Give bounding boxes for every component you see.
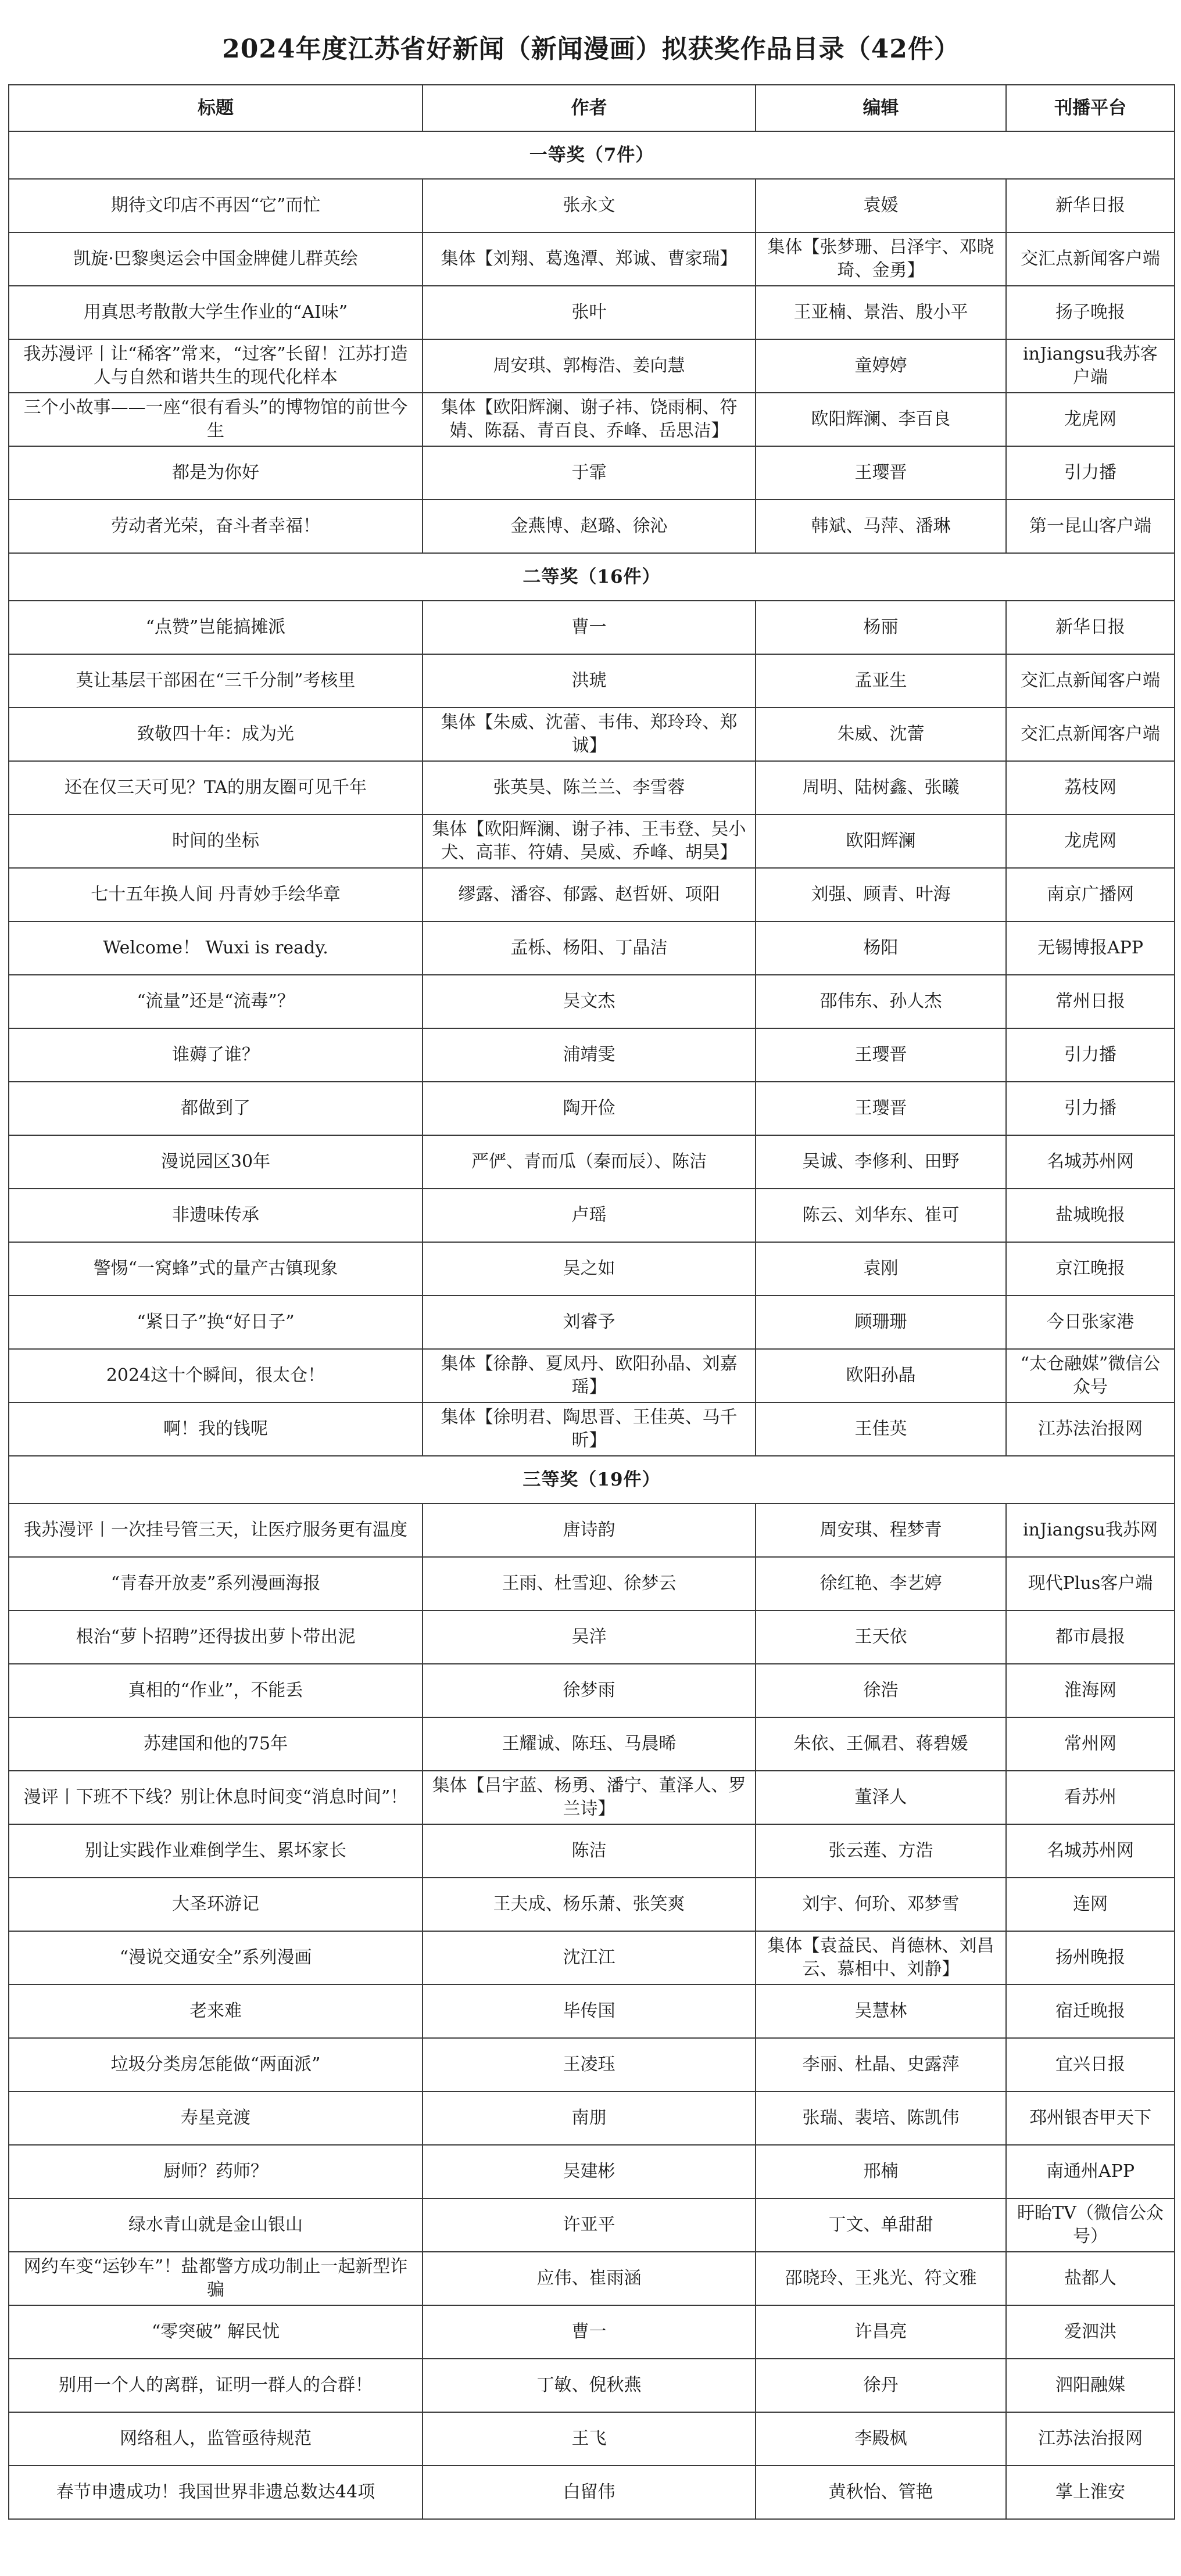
cell-editor: 集体【袁益民、肖德林、刘昌云、慕相中、刘静】 xyxy=(756,1931,1006,1985)
cell-editor: 朱依、王佩君、蒋碧媛 xyxy=(756,1717,1006,1771)
table-row xyxy=(9,975,1175,1028)
cell-author: 吴建彬 xyxy=(423,2145,756,2198)
cell-title: 2024这十个瞬间，很太仓！ xyxy=(9,1349,423,1402)
cell-platform: 盱眙TV（微信公众号） xyxy=(1006,2198,1175,2252)
cell-editor: 杨阳 xyxy=(756,921,1006,975)
section-heading: 三等奖（19件） xyxy=(9,1456,1175,1504)
cell-editor: 丁文、单甜甜 xyxy=(756,2198,1006,2252)
cell-title: 三个小故事——一座“很有看头”的博物馆的前世今生 xyxy=(9,393,423,446)
cell-author: 曹一 xyxy=(423,601,756,654)
table-row xyxy=(9,708,1175,761)
cell-author: 集体【欧阳辉澜、谢子祎、饶雨桐、符婧、陈磊、青百良、乔峰、岳思洁】 xyxy=(423,393,756,446)
table-row xyxy=(9,1610,1175,1664)
cell-platform: 掌上淮安 xyxy=(1006,2466,1175,2519)
cell-editor: 刘宇、何玠、邓梦雪 xyxy=(756,1878,1006,1931)
table-row xyxy=(9,601,1175,654)
cell-platform: 引力播 xyxy=(1006,1082,1175,1135)
cell-author: 张永文 xyxy=(423,179,756,232)
table-row xyxy=(9,339,1175,393)
table-row xyxy=(9,500,1175,553)
cell-title: 非遗味传承 xyxy=(9,1189,423,1242)
cell-author: 王雨、杜雪迎、徐梦云 xyxy=(423,1557,756,1610)
cell-author: 许亚平 xyxy=(423,2198,756,2252)
cell-title: 我苏漫评丨一次挂号管三天，让医疗服务更有温度 xyxy=(9,1504,423,1557)
cell-author: 张英昊、陈兰兰、李雪蓉 xyxy=(423,761,756,815)
table-row xyxy=(9,921,1175,975)
cell-platform: 龙虎网 xyxy=(1006,393,1175,446)
cell-platform: 泗阳融媒 xyxy=(1006,2359,1175,2412)
cell-platform: 盐都人 xyxy=(1006,2252,1175,2305)
cell-title: “青春开放麦”系列漫画海报 xyxy=(9,1557,423,1610)
cell-platform: 邳州银杏甲天下 xyxy=(1006,2091,1175,2145)
cell-editor: 集体【张梦珊、吕泽宇、邓晓琦、金勇】 xyxy=(756,232,1006,286)
cell-author: 王凌珏 xyxy=(423,2038,756,2091)
cell-title: 用真思考散散大学生作业的“AI味” xyxy=(9,286,423,339)
table-row xyxy=(9,286,1175,339)
table-row xyxy=(9,2466,1175,2519)
cell-title: “流量”还是“流毒”？ xyxy=(9,975,423,1028)
cell-author: 孟栎、杨阳、丁晶洁 xyxy=(423,921,756,975)
cell-title: 真相的“作业”，不能丢 xyxy=(9,1664,423,1717)
cell-editor: 张云莲、方浩 xyxy=(756,1824,1006,1878)
cell-author: 王夫成、杨乐萧、张笑爽 xyxy=(423,1878,756,1931)
cell-platform: 新华日报 xyxy=(1006,601,1175,654)
cell-platform: 都市晨报 xyxy=(1006,1610,1175,1664)
document-title: 2024年度江苏省好新闻（新闻漫画）拟获奖作品目录（42件） xyxy=(222,34,960,64)
cell-editor: 吴慧林 xyxy=(756,1985,1006,2038)
cell-author: 卢瑶 xyxy=(423,1189,756,1242)
cell-author: 集体【徐静、夏凤丹、欧阳孙晶、刘嘉瑶】 xyxy=(423,1349,756,1402)
cell-author: 南朋 xyxy=(423,2091,756,2145)
cell-platform: 扬州晚报 xyxy=(1006,1931,1175,1985)
cell-editor: 许昌亮 xyxy=(756,2305,1006,2359)
cell-editor: 王亚楠、景浩、殷小平 xyxy=(756,286,1006,339)
cell-editor: 王璎晋 xyxy=(756,1028,1006,1082)
cell-editor: 袁刚 xyxy=(756,1242,1006,1296)
cell-editor: 陈云、刘华东、崔可 xyxy=(756,1189,1006,1242)
cell-editor: 韩斌、马萍、潘琳 xyxy=(756,500,1006,553)
cell-title: 垃圾分类房怎能做“两面派” xyxy=(9,2038,423,2091)
table-row xyxy=(9,2038,1175,2091)
cell-author: 曹一 xyxy=(423,2305,756,2359)
cell-platform: 交汇点新闻客户端 xyxy=(1006,654,1175,708)
cell-platform: 淮海网 xyxy=(1006,1664,1175,1717)
cell-title: 时间的坐标 xyxy=(9,815,423,868)
cell-editor: 欧阳孙晶 xyxy=(756,1349,1006,1402)
cell-editor: 李殿枫 xyxy=(756,2412,1006,2466)
cell-platform: 江苏法治报网 xyxy=(1006,2412,1175,2466)
cell-editor: 王天依 xyxy=(756,1610,1006,1664)
table-row xyxy=(9,1349,1175,1402)
cell-title: 七十五年换人间 丹青妙手绘华章 xyxy=(9,868,423,921)
cell-author: 白留伟 xyxy=(423,2466,756,2519)
header-platform: 刊播平台 xyxy=(1006,85,1175,131)
cell-author: 丁敏、倪秋燕 xyxy=(423,2359,756,2412)
cell-editor: 周安琪、程梦青 xyxy=(756,1504,1006,1557)
cell-author: 集体【刘翔、葛逸潭、郑诚、曹家瑞】 xyxy=(423,232,756,286)
cell-author: 唐诗韵 xyxy=(423,1504,756,1557)
cell-platform: 爱泗洪 xyxy=(1006,2305,1175,2359)
cell-author: 周安琪、郭梅浩、姜向慧 xyxy=(423,339,756,393)
cell-editor: 王璎晋 xyxy=(756,1082,1006,1135)
cell-title: Welcome！ Wuxi is ready. xyxy=(9,921,423,975)
table-row xyxy=(9,1296,1175,1349)
table-row xyxy=(9,1664,1175,1717)
cell-author: 集体【吕宇蓝、杨勇、潘宁、董泽人、罗兰诗】 xyxy=(423,1771,756,1824)
cell-editor: 李丽、杜晶、史露萍 xyxy=(756,2038,1006,2091)
cell-author: 毕传国 xyxy=(423,1985,756,2038)
cell-title: 我苏漫评丨让“稀客”常来，“过客”长留！江苏打造人与自然和谐共生的现代化样本 xyxy=(9,339,423,393)
cell-editor: 董泽人 xyxy=(756,1771,1006,1824)
cell-editor: 刘强、顾青、叶海 xyxy=(756,868,1006,921)
cell-title: 莫让基层干部困在“三千分制”考核里 xyxy=(9,654,423,708)
table-row xyxy=(9,868,1175,921)
cell-platform: inJiangsu我苏客户端 xyxy=(1006,339,1175,393)
cell-editor: 孟亚生 xyxy=(756,654,1006,708)
cell-platform: 江苏法治报网 xyxy=(1006,1402,1175,1456)
table-row xyxy=(9,1504,1175,1557)
cell-title: 劳动者光荣，奋斗者幸福！ xyxy=(9,500,423,553)
section-heading: 二等奖（16件） xyxy=(9,553,1175,601)
cell-title: 啊！我的钱呢 xyxy=(9,1402,423,1456)
cell-author: 王飞 xyxy=(423,2412,756,2466)
cell-title: 漫说园区30年 xyxy=(9,1135,423,1189)
cell-platform: 常州日报 xyxy=(1006,975,1175,1028)
table-row xyxy=(9,2305,1175,2359)
section-row xyxy=(9,553,1175,601)
cell-platform: 第一昆山客户端 xyxy=(1006,500,1175,553)
cell-platform: 南京广播网 xyxy=(1006,868,1175,921)
cell-platform: 京江晚报 xyxy=(1006,1242,1175,1296)
cell-editor: 张瑞、裴培、陈凯伟 xyxy=(756,2091,1006,2145)
cell-title: 根治“萝卜招聘”还得拔出萝卜带出泥 xyxy=(9,1610,423,1664)
cell-title: 网络租人，监管亟待规范 xyxy=(9,2412,423,2466)
cell-title: 都是为你好 xyxy=(9,446,423,500)
cell-editor: 袁媛 xyxy=(756,179,1006,232)
table-row xyxy=(9,2359,1175,2412)
header-row xyxy=(9,85,1175,131)
table-row xyxy=(9,1931,1175,1985)
cell-editor: 朱威、沈蕾 xyxy=(756,708,1006,761)
cell-title: “零突破” 解民忧 xyxy=(9,2305,423,2359)
cell-title: “点赞”岂能搞摊派 xyxy=(9,601,423,654)
table-row xyxy=(9,1242,1175,1296)
cell-platform: 现代Plus客户端 xyxy=(1006,1557,1175,1610)
cell-editor: 顾珊珊 xyxy=(756,1296,1006,1349)
cell-platform: 引力播 xyxy=(1006,1028,1175,1082)
cell-title: 凯旋·巴黎奥运会中国金牌健儿群英绘 xyxy=(9,232,423,286)
table-row xyxy=(9,1135,1175,1189)
cell-author: 浦靖雯 xyxy=(423,1028,756,1082)
table-row xyxy=(9,1878,1175,1931)
cell-title: 网约车变“运钞车”！盐都警方成功制止一起新型诈骗 xyxy=(9,2252,423,2305)
header-editor: 编辑 xyxy=(756,85,1006,131)
table-row xyxy=(9,2091,1175,2145)
table-row xyxy=(9,2252,1175,2305)
table-row xyxy=(9,1717,1175,1771)
cell-author: 集体【朱威、沈蕾、韦伟、郑玲玲、郑诚】 xyxy=(423,708,756,761)
table-row xyxy=(9,446,1175,500)
cell-platform: 盐城晚报 xyxy=(1006,1189,1175,1242)
cell-author: 于霏 xyxy=(423,446,756,500)
cell-author: 吴洋 xyxy=(423,1610,756,1664)
cell-title: 厨师？药师？ xyxy=(9,2145,423,2198)
cell-title: 寿星竞渡 xyxy=(9,2091,423,2145)
cell-editor: 邵伟东、孙人杰 xyxy=(756,975,1006,1028)
cell-platform: 引力播 xyxy=(1006,446,1175,500)
cell-author: 集体【徐明君、陶思晋、王佳英、马千昕】 xyxy=(423,1402,756,1456)
table-row xyxy=(9,2412,1175,2466)
cell-author: 缪露、潘容、郁露、赵哲妍、项阳 xyxy=(423,868,756,921)
header-title: 标题 xyxy=(9,85,423,131)
cell-title: 还在仅三天可见？TA的朋友圈可见千年 xyxy=(9,761,423,815)
cell-platform: inJiangsu我苏网 xyxy=(1006,1504,1175,1557)
table-row xyxy=(9,654,1175,708)
cell-platform: 常州网 xyxy=(1006,1717,1175,1771)
table-row xyxy=(9,1824,1175,1878)
cell-title: “漫说交通安全”系列漫画 xyxy=(9,1931,423,1985)
cell-platform: 龙虎网 xyxy=(1006,815,1175,868)
cell-author: 陶开俭 xyxy=(423,1082,756,1135)
cell-platform: 交汇点新闻客户端 xyxy=(1006,232,1175,286)
table-row xyxy=(9,2145,1175,2198)
cell-author: 集体【欧阳辉澜、谢子祎、王韦登、吴小犬、高菲、符婧、吴威、乔峰、胡昊】 xyxy=(423,815,756,868)
cell-author: 沈江江 xyxy=(423,1931,756,1985)
cell-author: 陈洁 xyxy=(423,1824,756,1878)
cell-author: 应伟、崔雨涵 xyxy=(423,2252,756,2305)
header-author: 作者 xyxy=(423,85,756,131)
table-row xyxy=(9,815,1175,868)
cell-title: 谁薅了谁？ xyxy=(9,1028,423,1082)
section-heading: 一等奖（7件） xyxy=(9,131,1175,179)
table-row xyxy=(9,1028,1175,1082)
cell-editor: 邵晓玲、王兆光、符文雅 xyxy=(756,2252,1006,2305)
cell-platform: 看苏州 xyxy=(1006,1771,1175,1824)
cell-author: 刘睿予 xyxy=(423,1296,756,1349)
cell-editor: 王佳英 xyxy=(756,1402,1006,1456)
cell-author: 吴文杰 xyxy=(423,975,756,1028)
table-row xyxy=(9,761,1175,815)
cell-editor: 黄秋怡、管艳 xyxy=(756,2466,1006,2519)
cell-platform: 名城苏州网 xyxy=(1006,1135,1175,1189)
table-row xyxy=(9,1557,1175,1610)
cell-platform: 扬子晚报 xyxy=(1006,286,1175,339)
table-row xyxy=(9,179,1175,232)
cell-editor: 周明、陆树鑫、张曦 xyxy=(756,761,1006,815)
table-row xyxy=(9,1189,1175,1242)
table-row xyxy=(9,1402,1175,1456)
section-row xyxy=(9,131,1175,179)
cell-author: 洪琥 xyxy=(423,654,756,708)
cell-platform: 今日张家港 xyxy=(1006,1296,1175,1349)
section-row xyxy=(9,1456,1175,1504)
table-row xyxy=(9,393,1175,446)
cell-editor: 吴诚、李修利、田野 xyxy=(756,1135,1006,1189)
cell-author: 张叶 xyxy=(423,286,756,339)
cell-platform: 宜兴日报 xyxy=(1006,2038,1175,2091)
cell-title: 春节申遗成功！我国世界非遗总数达44项 xyxy=(9,2466,423,2519)
cell-title: 大圣环游记 xyxy=(9,1878,423,1931)
cell-author: 严俨、青而瓜（秦而辰）、陈洁 xyxy=(423,1135,756,1189)
table-row xyxy=(9,1771,1175,1824)
cell-editor: 邢楠 xyxy=(756,2145,1006,2198)
cell-title: 都做到了 xyxy=(9,1082,423,1135)
cell-title: 期待文印店不再因“它”而忙 xyxy=(9,179,423,232)
cell-editor: 欧阳辉澜、李百良 xyxy=(756,393,1006,446)
table-body xyxy=(9,131,1175,2519)
cell-title: 别让实践作业难倒学生、累坏家长 xyxy=(9,1824,423,1878)
cell-platform: 连网 xyxy=(1006,1878,1175,1931)
cell-platform: 荔枝网 xyxy=(1006,761,1175,815)
cell-title: 苏建国和他的75年 xyxy=(9,1717,423,1771)
cell-platform: 无锡博报APP xyxy=(1006,921,1175,975)
table-row xyxy=(9,1082,1175,1135)
cell-platform: 宿迁晚报 xyxy=(1006,1985,1175,2038)
cell-title: 绿水青山就是金山银山 xyxy=(9,2198,423,2252)
cell-editor: 童婷婷 xyxy=(756,339,1006,393)
cell-editor: 徐红艳、李艺婷 xyxy=(756,1557,1006,1610)
cell-platform: 名城苏州网 xyxy=(1006,1824,1175,1878)
cell-editor: 徐浩 xyxy=(756,1664,1006,1717)
cell-editor: 王璎晋 xyxy=(756,446,1006,500)
cell-platform: 交汇点新闻客户端 xyxy=(1006,708,1175,761)
table-row xyxy=(9,1985,1175,2038)
cell-platform: 南通州APP xyxy=(1006,2145,1175,2198)
cell-title: 漫评丨下班不下线？别让休息时间变“消息时间”！ xyxy=(9,1771,423,1824)
cell-author: 金燕博、赵璐、徐沁 xyxy=(423,500,756,553)
table-row xyxy=(9,2198,1175,2252)
cell-editor: 徐丹 xyxy=(756,2359,1006,2412)
cell-title: 致敬四十年：成为光 xyxy=(9,708,423,761)
cell-title: 别用一个人的离群，证明一群人的合群！ xyxy=(9,2359,423,2412)
award-table xyxy=(8,84,1175,2520)
cell-editor: 杨丽 xyxy=(756,601,1006,654)
table-row xyxy=(9,232,1175,286)
cell-author: 王耀诚、陈珏、马晨晞 xyxy=(423,1717,756,1771)
cell-title: 老来难 xyxy=(9,1985,423,2038)
cell-author: 吴之如 xyxy=(423,1242,756,1296)
cell-title: 警惕“一窝蜂”式的量产古镇现象 xyxy=(9,1242,423,1296)
cell-editor: 欧阳辉澜 xyxy=(756,815,1006,868)
cell-platform: “太仓融媒”微信公众号 xyxy=(1006,1349,1175,1402)
cell-platform: 新华日报 xyxy=(1006,179,1175,232)
cell-title: “紧日子”换“好日子” xyxy=(9,1296,423,1349)
cell-author: 徐梦雨 xyxy=(423,1664,756,1717)
